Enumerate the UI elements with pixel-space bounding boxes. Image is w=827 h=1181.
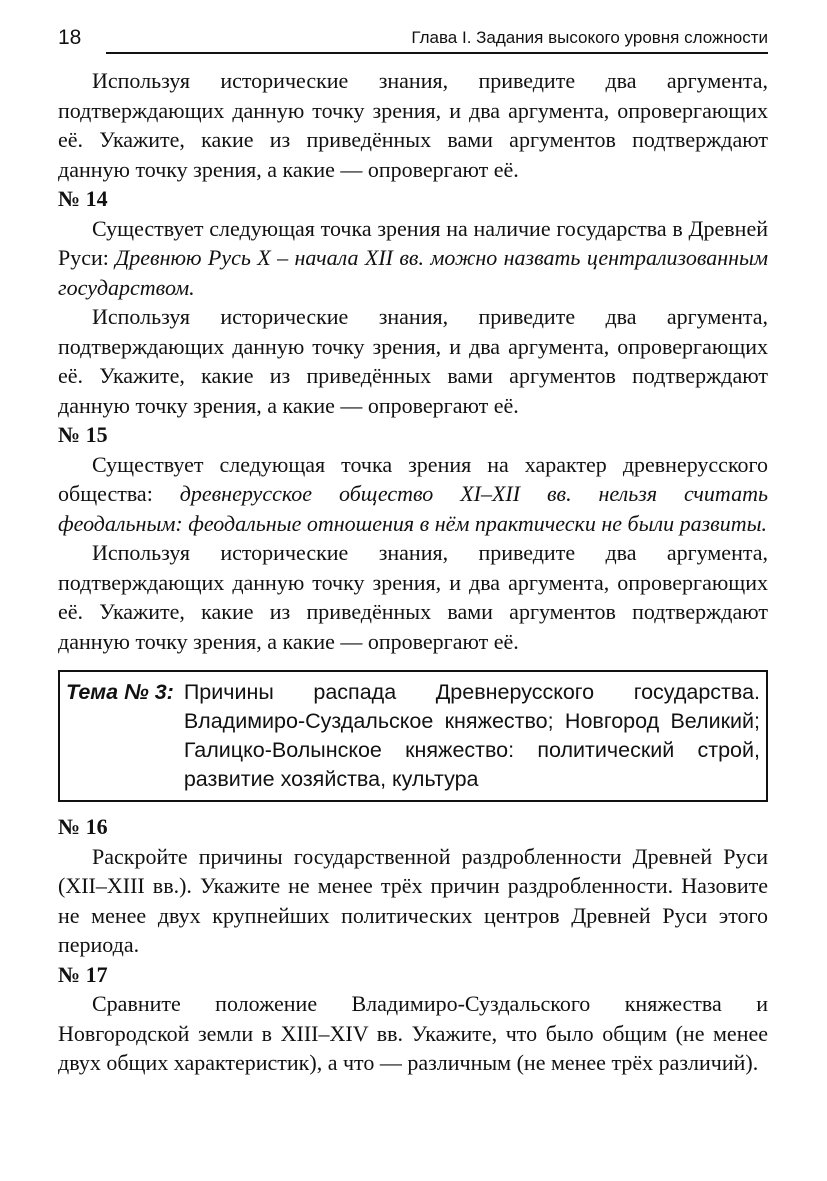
task-15-statement: [58, 450, 768, 539]
running-title: Глава I. Задания высокого уровня сложности: [411, 28, 768, 47]
task-14-statement: [58, 214, 768, 303]
task-15-instruction: Используя исторические знания, приведите два аргумента, подтверждающих данную точку зрения, и два аргумента, опровергающих её. Укажите, какие из приведённых вами аргументов подтверждают данную точку зрения, а какие — опровергают её.: [58, 540, 768, 654]
task-15-number: № 15: [58, 422, 108, 447]
task-16-text: Раскройте причины государственной раздробленности Древней Руси (XII–XIII вв.). Укажите не менее трёх причин раздробленности. Назовите не менее двух крупнейших политических центров Древней Руси этого периода.: [58, 843, 768, 957]
task-14-viewpoint: Древнюю Русь X – начала XII вв. можно назвать централизованным государством.: [58, 245, 768, 300]
task-15-statement-lead: Существует следующая точка зрения на характер древнерусского общества:: [58, 451, 768, 506]
task-14-statement-lead: Существует следующая точка зрения на наличие государства в Древней Руси:: [58, 215, 768, 270]
task-15-viewpoint: древнерусское общество XI–XII вв. нельзя считать феодальным: феодальные отношения в нём практически не были развиты.: [58, 481, 768, 536]
task-14-number: № 14: [58, 186, 108, 211]
topic-label: Тема № 3:: [66, 680, 174, 704]
page-body: [58, 66, 768, 1078]
page-number: 18: [58, 26, 82, 49]
task-13-instruction: Используя исторические знания, приведите два аргумента, подтверждающих данную точку зрения, и два аргумента, опровергающих её. Укажите, какие из приведённых вами аргументов подтверждают данную точку зрения, а какие — опровергают её.: [58, 68, 768, 182]
task-16-number: № 16: [58, 814, 108, 839]
task-14-instruction: Используя исторические знания, приведите два аргумента, подтверждающих данную точку зрения, и два аргумента, опровергающих её. Укажите, какие из приведённых вами аргументов подтверждают данную точку зрения, а какие — опровергают её.: [58, 304, 768, 418]
topic-title: Причины распада Древнерусского государства. Владимиро-Суздальское княжество; Новгород Великий; Галицко-Волынское княжество: политический строй, развитие хозяйства, культура: [183, 680, 760, 791]
topic-box: [58, 670, 768, 802]
task-17-text: Сравните положение Владимиро-Суздальского княжества и Новгородской земли в XIII–XIV вв. Укажите, что было общим (не менее двух общих характеристик), а что — различным (не менее трёх различий).: [58, 991, 768, 1075]
page-header: [58, 24, 768, 54]
header-rule: [106, 52, 768, 54]
task-17-number: № 17: [58, 961, 108, 987]
